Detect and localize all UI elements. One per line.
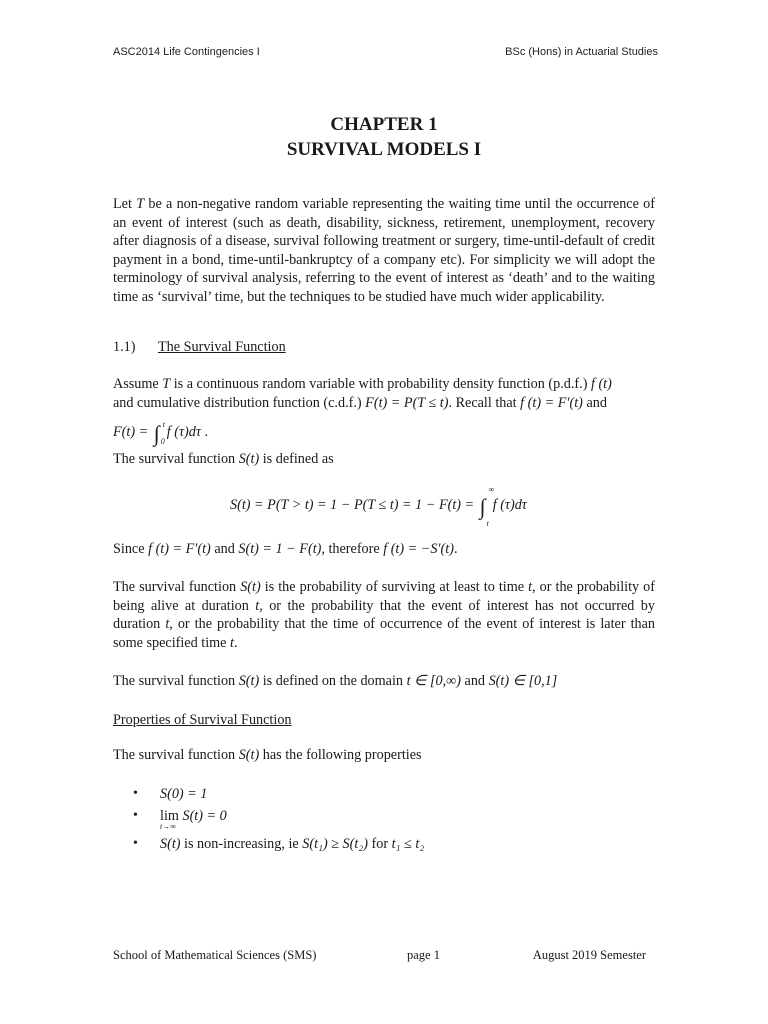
text: The survival function xyxy=(113,747,239,763)
domain-line xyxy=(113,672,557,690)
math: t₁ ≤ t₂ xyxy=(391,836,425,852)
assume-line-3 xyxy=(113,420,209,446)
property-item-monotone xyxy=(160,836,424,853)
survival-equation xyxy=(230,485,527,528)
math: S(t) = 0 xyxy=(178,808,227,824)
math-cdf: F(t) = P(T ≤ t) xyxy=(365,395,449,411)
header-programme: BSc (Hons) in Actuarial Studies xyxy=(505,46,658,58)
text: , or the probability that the time of occurrence of the event of interest is later than some specified time xyxy=(113,616,656,651)
section-number: 1.1) xyxy=(113,339,136,355)
math-St: S(t) xyxy=(160,836,181,852)
text: The survival function xyxy=(113,673,239,689)
text: , or the probability that the event of interest has not occurred by duration xyxy=(113,597,655,633)
text: . xyxy=(233,634,238,651)
equation-rhs: f (τ)dτ xyxy=(492,497,527,513)
properties-intro xyxy=(113,746,422,764)
math-domain: t ∈ [0,∞) xyxy=(406,673,461,689)
text: and cumulative distribution function (c.d.f.) xyxy=(113,395,366,411)
text: . Recall that xyxy=(448,395,521,411)
assume-line-1 xyxy=(113,375,612,393)
bullet-dot: • xyxy=(133,836,138,851)
text: for xyxy=(367,836,392,852)
integral-lower: t xyxy=(486,519,489,528)
math: S(t₁) ≥ S(t₂) xyxy=(302,836,368,852)
footer-semester: August 2019 Semester xyxy=(532,948,646,962)
var-t: t xyxy=(230,634,234,651)
footer-school: School of Mathematical Sciences (SMS) xyxy=(113,948,317,962)
assume-line-4 xyxy=(113,450,334,468)
property-item-initial: S(0) = 1 xyxy=(160,786,208,802)
text: is defined as xyxy=(259,451,334,467)
text: . xyxy=(200,424,209,440)
text: Assume xyxy=(113,376,163,392)
math-range: S(t) ∈ [0,1] xyxy=(488,673,558,689)
text: The survival function xyxy=(113,579,241,595)
var-t: t xyxy=(528,579,533,595)
limit-operator xyxy=(160,808,179,831)
text: and xyxy=(210,541,239,557)
footer-page-number: page 1 xyxy=(407,948,440,962)
survival-description-paragraph xyxy=(113,578,655,652)
text: is the probability of surviving at least to time xyxy=(260,579,529,595)
text: and xyxy=(460,673,489,689)
math-integrand: f (τ)dτ xyxy=(166,424,201,440)
integral-lower: 0 xyxy=(160,437,165,446)
text: is non-increasing, ie xyxy=(180,836,303,852)
intro-text-rest: be a non-negative random variable representing the waiting time until the occurrence of an event of interest (such as death, disability, sickness, retirement, unemployment, recovery after diagnosis of a disease, survival following treatment or surgery, time-until-default of credit payment in a bond, time-until-bankruptcy of a company etc). For simplicity we will adopt the terminology of survival analysis, referring to the event of interest as ‘death’ and to the waiting time as ‘survival’ time, but the techniques to be studied have much wider applicability. xyxy=(113,196,655,305)
integral-upper: ∞ xyxy=(488,485,495,494)
lim-text: lim xyxy=(160,808,179,824)
text: , or the probability of being alive at duration xyxy=(113,579,655,614)
text: and xyxy=(582,395,607,411)
math-ft: f (t) xyxy=(590,376,612,392)
math-St: S(t) xyxy=(238,747,260,763)
text: , therefore xyxy=(321,541,384,557)
chapter-title: SURVIVAL MODELS I xyxy=(286,139,482,160)
since-line xyxy=(113,540,457,558)
header-course: ASC2014 Life Contingencies I xyxy=(113,46,260,58)
math: S(t) = 1 − F(t) xyxy=(238,541,322,557)
math-St: S(t) xyxy=(238,673,260,689)
intro-paragraph xyxy=(113,195,655,307)
text: is a continuous random variable with probability density function (p.d.f.) xyxy=(170,376,591,392)
math-St: S(t) xyxy=(240,579,261,595)
integral-upper: t xyxy=(162,420,165,429)
var-t: t xyxy=(255,597,260,614)
property-item-limit xyxy=(160,808,227,831)
math-F: F(t) = xyxy=(113,424,152,440)
properties-heading: Properties of Survival Function xyxy=(113,712,292,728)
equation-lhs: S(t) = P(T > t) = 1 − P(T ≤ t) = 1 − F(t) = xyxy=(230,497,478,513)
math-derivative: f (t) = F′(t) xyxy=(520,395,583,411)
text: The survival function xyxy=(113,451,239,467)
intro-var-T: T xyxy=(136,196,145,212)
var-T: T xyxy=(162,376,171,392)
lim-subscript: t→∞ xyxy=(160,822,176,831)
bullet-dot: • xyxy=(133,808,138,823)
text: Since xyxy=(113,541,149,557)
assume-line-2 xyxy=(113,394,607,412)
intro-text-start: Let xyxy=(113,196,137,212)
chapter-number: CHAPTER 1 xyxy=(330,114,438,135)
section-title: The Survival Function xyxy=(158,339,286,355)
text: has the following properties xyxy=(259,747,422,763)
integral-sign: ∫ ∞ t xyxy=(479,485,495,528)
bullet-dot: • xyxy=(133,786,138,801)
integral-sign: ∫ t 0 xyxy=(154,425,160,443)
var-t: t xyxy=(165,616,170,633)
math: f (t) = F′(t) xyxy=(148,541,211,557)
text: . xyxy=(453,541,458,557)
math: f (t) = −S′(t) xyxy=(383,541,454,557)
text: is defined on the domain xyxy=(259,673,407,689)
math-St: S(t) xyxy=(238,451,260,467)
